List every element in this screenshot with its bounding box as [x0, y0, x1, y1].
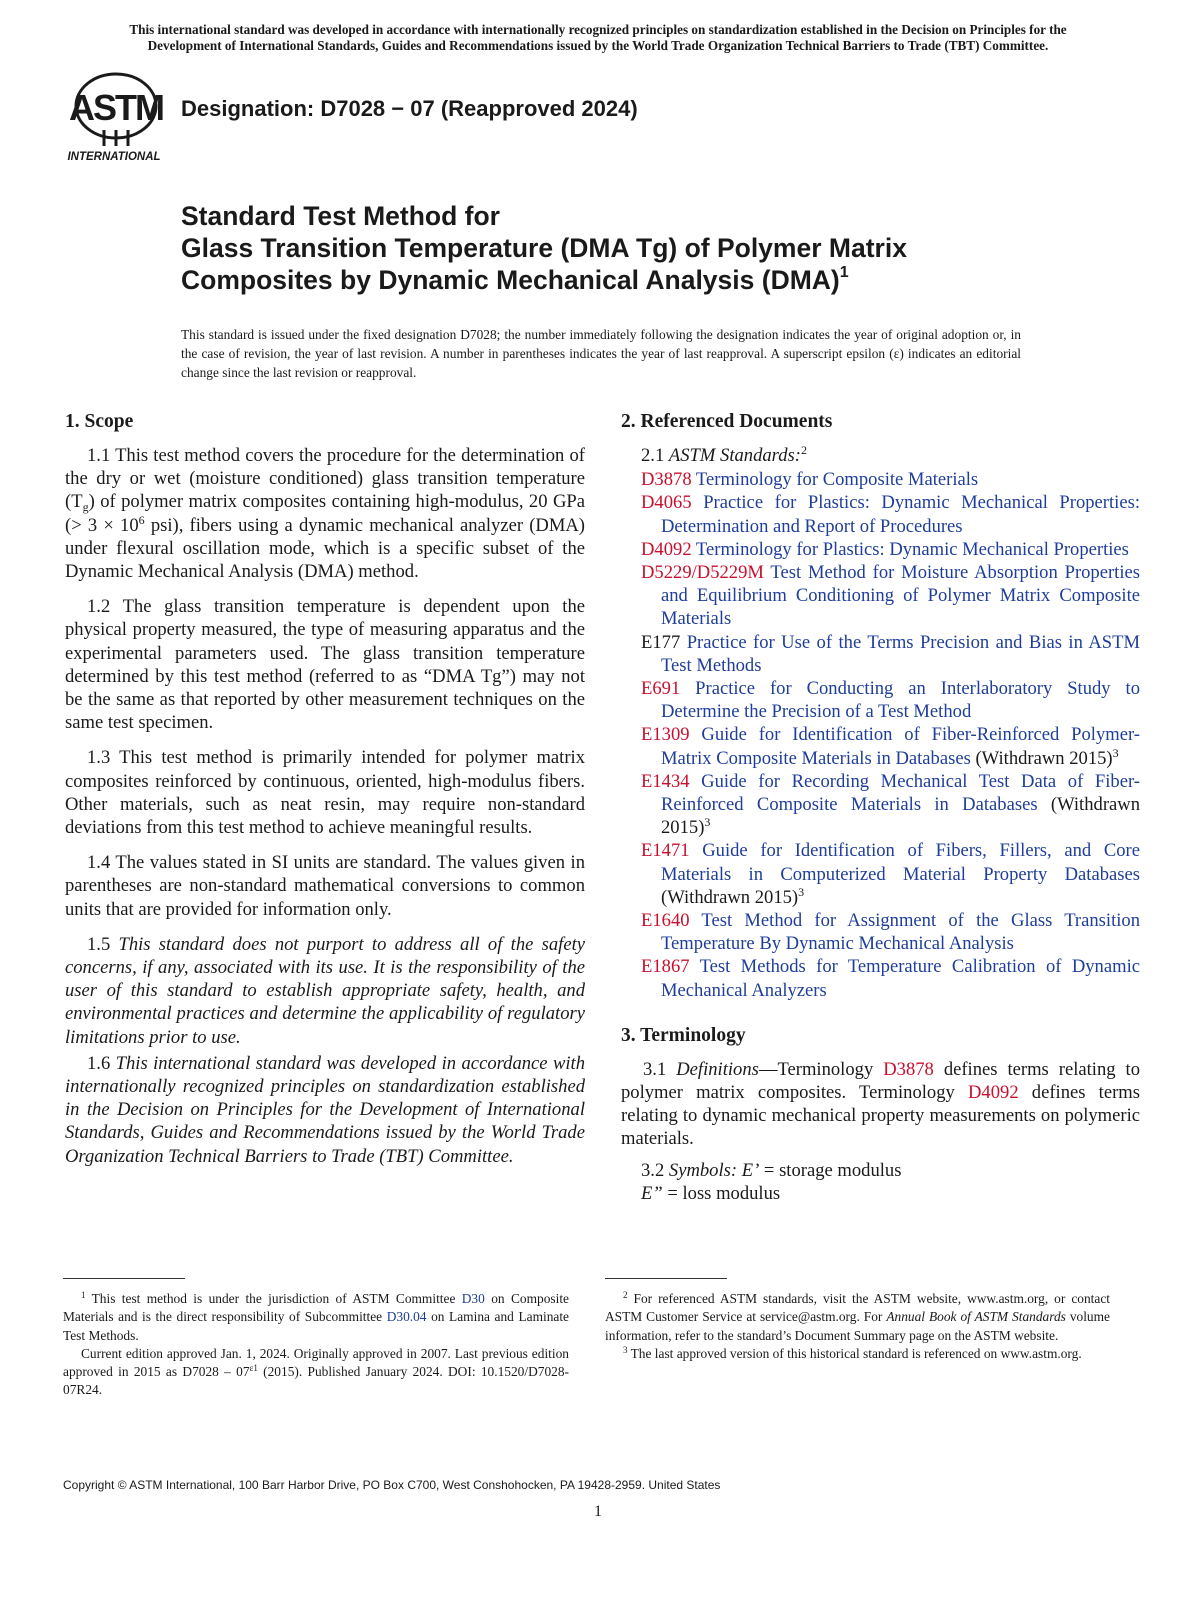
- scope-1-6: 1.6 This international standard was developed in accordance with internationally recognized principles on standardization established in the Decision on Principles for the Development of International Standards, Guides and Recommendations issued by the World Trade Organization Technical Barriers to Trade (TBT) Committee.: [65, 1052, 586, 1167]
- top-notice-line-2: Development of International Standards, Guides and Recommendations issued by the World Trade Organization Technical Barriers to Trade (TBT) Committee.: [147, 38, 1049, 53]
- references-intro: 2.1 ASTM Standards:$^2$: [641, 443, 807, 466]
- designation: Designation: D7028 − 07 (Reapproved 2024): [181, 96, 638, 121]
- reference-item[interactable]: E1309 Guide for Identification of Fiber-Reinforced Polymer-Matrix Composite Materials in Databases (Withdrawn 2015)$^3$: [641, 724, 1140, 769]
- footnote-2: $^2$ For referenced ASTM standards, visit the ASTM website, www.astm.org, or contact ASTM Customer Service at service@astm.org. For Annual Book of ASTM Standards volume information, refer to the standard’s Document Summary page on the ASTM website.: [605, 1290, 1110, 1343]
- footnote-3: $^3$ The last approved version of this historical standard is referenced on www.astm.org.: [623, 1344, 1082, 1361]
- reference-item[interactable]: E1471 Guide for Identification of Fibers, Fillers, and Core Materials in Computerized Material Property Databases (Withdrawn 2015)$^3$: [641, 840, 1140, 908]
- astm-logo: [64, 70, 168, 166]
- document-title: [181, 200, 1081, 296]
- footnotes-left: [63, 1290, 569, 1400]
- page-number: 1: [594, 1503, 602, 1520]
- scope-1-2: 1.2 The glass transition temperature is dependent upon the physical property measured, the type of measuring apparatus and the experimental parameters used. The glass transition temperature determined by this test method (referred to as “DMA Tg”) may not be the same as that reported by other measurement techniques on the same test specimen.: [65, 596, 585, 734]
- link-d30-04[interactable]: D30.04: [386, 1309, 427, 1325]
- title-line-1: Standard Test Method for: [181, 201, 500, 231]
- footnote-rule-right: [605, 1278, 727, 1279]
- terminology-3-1: 3.1 Definitions—Terminology D3878 defines terms relating to polymer matrix composites. Terminology D4092 defines terms relating to dynamic mechanical property measurements on polymeric materials.: [621, 1058, 1140, 1150]
- reference-item[interactable]: D4092 Terminology for Plastics: Dynamic Mechanical Properties: [641, 538, 1129, 560]
- copyright: Copyright © ASTM International, 100 Barr Harbor Drive, PO Box C700, West Conshohocken, PA 19428-2959. United States: [63, 1478, 721, 1492]
- reference-item[interactable]: D5229/D5229M Test Method for Moisture Absorption Properties and Equilibrium Conditioning of Polymer Matrix Composite Materials: [641, 562, 1140, 630]
- logo-subtext: INTERNATIONAL: [67, 151, 161, 163]
- footnote-1: $^1$ This test method is under the jurisdiction of ASTM Committee D30 on Composite Materials and is the direct responsibility of Subcommittee D30.04 on Lamina and Laminate Test Methods.: [63, 1290, 570, 1343]
- reference-item[interactable]: E1434 Guide for Recording Mechanical Test Data of Fiber-Reinforced Composite Materials in Databases (Withdrawn 2015)$^3$: [641, 770, 1140, 839]
- scope-1-5: 1.5 This standard does not purport to address all of the safety concerns, if any, associated with its use. It is the responsibility of the user of this standard to establish appropriate safety, health, and environmental practices and determine the applicability of regulatory limitations prior to use.: [65, 933, 585, 1048]
- astm-logo-icon: [64, 70, 168, 166]
- footnotes-right: [605, 1290, 1110, 1363]
- footnote-1-edition: Current edition approved Jan. 1, 2024. Originally approved in 2007. Last previous edition approved in 2015 as $D7028 - 07^{\varepsilon 1}$ (2015). Published January 2024. DOI: 10.1520/D7028-07R24.: [63, 1345, 569, 1398]
- scope-1-3: 1.3 This test method is primarily intended for polymer matrix composites reinforced by continuous, oriented, high-modulus fibers. Other materials, such as neat resin, may require non-standard deviations from this test method to achieve meaningful results.: [65, 747, 585, 839]
- reference-list: [621, 468, 1140, 1002]
- top-notice: [62, 22, 1134, 54]
- left-column: [65, 410, 585, 1180]
- reference-item[interactable]: D4065 Practice for Plastics: Dynamic Mechanical Properties: Determination and Report of Procedures: [641, 492, 1140, 537]
- scope-heading: 1. Scope: [65, 411, 134, 432]
- title-line-3: Composites by Dynamic Mechanical Analysis (DMA)$^1$: [181, 264, 849, 295]
- reference-item[interactable]: D3878 Terminology for Composite Materials: [641, 469, 979, 491]
- title-line-2: Glass Transition Temperature (DMA Tg) of Polymer Matrix: [181, 233, 907, 263]
- title-footnote-mark[interactable]: 1: [839, 264, 849, 281]
- terminology-3-2: 3.2 Symbols: E’ = storage modulus: [641, 1159, 902, 1181]
- right-column: [621, 410, 1140, 1205]
- logo-letters: ASTM: [69, 87, 163, 128]
- references-heading: 2. Referenced Documents: [621, 411, 833, 432]
- symbol-loss-modulus: E” = loss modulus: [641, 1182, 781, 1204]
- reference-item[interactable]: E1640 Test Method for Assignment of the Glass Transition Temperature By Dynamic Mechanical Analysis: [641, 910, 1140, 955]
- reference-item[interactable]: E1867 Test Methods for Temperature Calibration of Dynamic Mechanical Analyzers: [641, 956, 1140, 1001]
- terminology-heading: 3. Terminology: [621, 1024, 746, 1046]
- link-d4092[interactable]: D4092: [968, 1082, 1019, 1104]
- top-notice-line-1: This international standard was developed in accordance with internationally recognized principles on standardization established in the Decision on Principles for the: [129, 22, 1067, 37]
- link-d30[interactable]: D30: [461, 1291, 485, 1306]
- scope-1-4: 1.4 The values stated in SI units are standard. The values given in parentheses are non-standard mathematical conversions to common units that are provided for information only.: [65, 852, 585, 920]
- footnote-rule-left: [63, 1278, 185, 1279]
- link-d3878[interactable]: D3878: [883, 1058, 934, 1080]
- reference-item[interactable]: E177 Practice for Use of the Terms Precision and Bias in ASTM Test Methods: [641, 631, 1140, 676]
- scope-1-1: 1.1 This test method covers the procedure for the determination of the dry or wet (moisture conditioned) glass transition temperature $(T_g)$ of polymer matrix composites containing high-modulus, 20 GPa (> $3 \times 10^6$ psi), fibers using a dynamic mechanical analyzer (DMA) under flexural oscillation mode, which is a specific subset of the Dynamic Mechanical Analysis (DMA) method.: [65, 445, 585, 583]
- issue-note: This standard is issued under the fixed designation D7028; the number immediately following the designation indicates the year of original adoption or, in the case of revision, the year of last revision. A number in parentheses indicates the year of last reapproval. A superscript epsilon (ε) indicates an editorial change since the last revision or reapproval.: [181, 327, 1021, 380]
- reference-item[interactable]: E691 Practice for Conducting an Interlaboratory Study to Determine the Precision of a Test Method: [641, 678, 1140, 723]
